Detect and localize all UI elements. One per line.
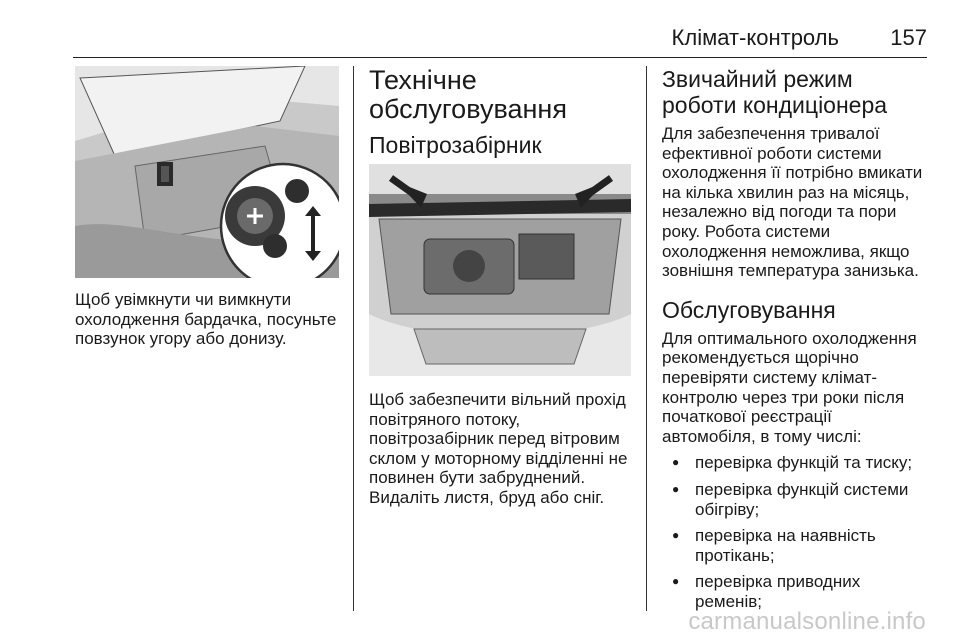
list-item: ● перевірка на наявність протікань;	[662, 526, 928, 565]
glovebox-caption-text: Щоб увімкнути чи вимкнути охолодження бардачка, посуньте повзунок угору або донизу.	[75, 290, 337, 349]
list-item: ● перевірка функцій та тиску;	[662, 453, 928, 473]
air-intake-body	[369, 390, 631, 508]
normal-mode-body	[662, 124, 928, 281]
glovebox-caption	[75, 290, 339, 349]
middle-column	[369, 65, 631, 507]
column-divider-left	[353, 66, 354, 611]
page-number: 157	[890, 25, 927, 50]
list-item: ● перевірка функцій системи обігріву;	[662, 480, 928, 519]
right-column	[662, 66, 928, 611]
service-body-text: Для оптимального охолодження рекомендується щорічно перевіряти систему клімат-контролю через три роки після початкової реєстрації автомобіля, в тому числі:	[662, 328, 917, 446]
normal-mode-heading: Звичайний режим роботи кондиціонера	[662, 66, 888, 118]
column-divider-right	[646, 66, 647, 611]
normal-mode-body-text: Для забезпечення тривалої ефективної роботи системи охолодження її потрібно вмикати на кілька хвилин раз на місяць, незалежно від погоди та пори року. Робота системи охолодження неможлива, якщо зовнішня температура занизька.	[662, 124, 923, 281]
service-body	[662, 329, 928, 447]
subheading-air-intake: Повітрозабірник	[369, 132, 542, 158]
air-intake-illustration	[369, 164, 631, 376]
service-checklist	[662, 453, 928, 611]
service-heading: Обслуговування	[662, 296, 836, 323]
watermark: carmanualsonline.info	[688, 608, 926, 635]
chapter-title: Клімат-контроль	[671, 25, 839, 50]
page-header	[73, 24, 927, 52]
air-intake-body-text: Щоб забезпечити вільний прохід повітряного потоку, повітрозабірник перед вітровим склом у моторному відділенні не повинен бути забруднений. Видаліть листя, бруд або сніг.	[369, 390, 628, 507]
section-heading-maintenance: Технічне обслуговування	[369, 65, 567, 124]
list-item: ● перевірка приводних ременів;	[662, 572, 928, 611]
glovebox-cooling-illustration	[75, 66, 339, 278]
header-rule	[73, 57, 927, 59]
